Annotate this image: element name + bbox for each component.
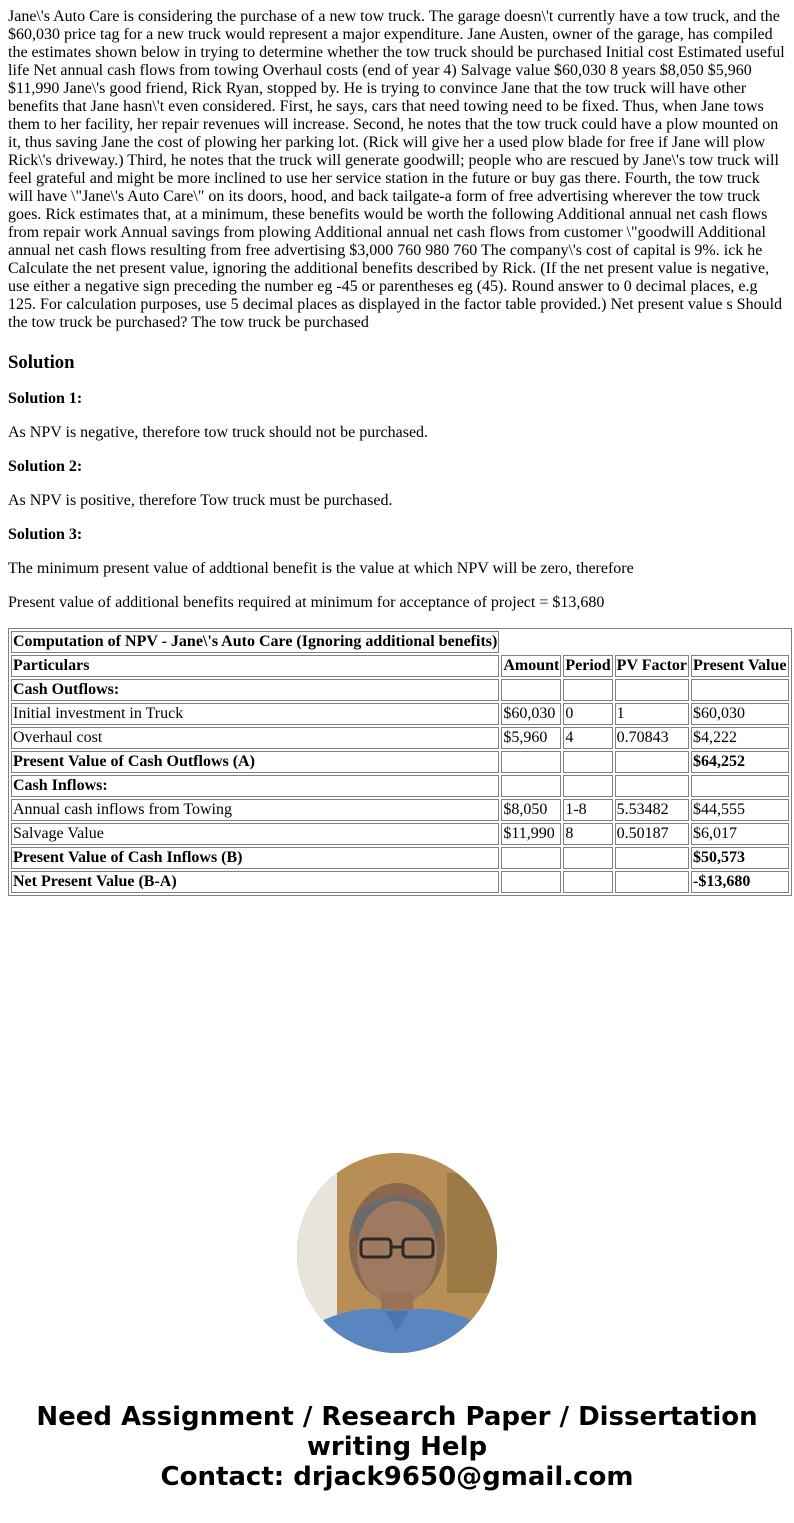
cell-present-value: -$13,680: [691, 871, 788, 893]
cell-period: 1-8: [563, 799, 612, 821]
cell-period: 0: [563, 703, 612, 725]
cell-amount: $60,030: [501, 703, 561, 725]
cell-pv-factor: [615, 751, 689, 773]
table-row: [11, 679, 789, 701]
table-row: [11, 871, 789, 893]
footer-promo: [0, 1402, 794, 1492]
solution-3-result: Present value of additional benefits required at minimum for acceptance of project = $13,680: [8, 594, 605, 611]
header-present-value: Present Value: [691, 655, 788, 677]
header-particulars: Particulars: [11, 655, 499, 677]
solution-3-label: Solution 3:: [8, 526, 83, 543]
cell-period: 8: [563, 823, 612, 845]
cell-period: 4: [563, 727, 612, 749]
header-period: Period: [563, 655, 612, 677]
cell-amount: [501, 679, 561, 701]
cell-period: [563, 847, 612, 869]
table-row: [11, 751, 789, 773]
cell-period: [563, 751, 612, 773]
cell-pv-factor: [615, 775, 689, 797]
cell-present-value: $50,573: [691, 847, 788, 869]
cell-particulars: Net Present Value (B-A): [11, 871, 499, 893]
cell-particulars: Annual cash inflows from Towing: [11, 799, 499, 821]
cell-pv-factor: 0.50187: [615, 823, 689, 845]
cell-present-value: $64,252: [691, 751, 788, 773]
cell-pv-factor: 0.70843: [615, 727, 689, 749]
cell-particulars: Initial investment in Truck: [11, 703, 499, 725]
cell-pv-factor: [615, 847, 689, 869]
cell-particulars: Cash Inflows:: [11, 775, 499, 797]
cell-particulars: Salvage Value: [11, 823, 499, 845]
cell-pv-factor: 1: [615, 703, 689, 725]
question-text: Jane\'s Auto Care is considering the purchase of a new tow truck. The garage doesn\'t currently have a tow truck, and the $60,030 price tag for a new truck would represent a major expenditure. Jane Austen, owner of the garage, has compiled the estimates shown below in trying to determine whether the tow truck should be purchased Initial cost Estimated useful life Net annual cash flows from towing Overhaul costs (end of year 4) Salvage value $60,030 8 years $8,050 $5,960 $11,990 Jane\'s good friend, Rick Ryan, stopped by. He is trying to convince Jane that the tow truck will have other benefits that Jane hasn\'t even considered. First, he says, cars that need towing need to be fixed. Thus, when Jane tows them to her facility, her repair revenues will increase. Second, he notes that the tow truck could have a plow mounted on it, thus saving Jane the cost of plowing her parking lot. (Rick will give her a used plow blade for free if Jane will plow Rick\'s driveway.) Third, he notes that the truck will generate goodwill; people who are rescued by Jane\'s tow truck will feel grateful and might be more inclined to use her service station in the future or buy gas there. Fourth, the tow truck will have \"Jane\'s Auto Care\" on its doors, hood, and back tailgate-a form of free advertising wherever the tow truck goes. Rick estimates that, at a minimum, these benefits would be worth the following Additional annual net cash flows from repair work Annual savings from plowing Additional annual net cash flows from customer \"goodwill Additional annual net cash flows resulting from free advertising $3,000 760 980 760 The company\'s cost of capital is 9%. ick he Calculate the net present value, ignoring the additional benefits described by Rick. (If the net present value is negative, use either a negative sign preceding the number eg -45 or parentheses eg (45). Round answer to 0 decimal places, e.g 125. For calculation purposes, use 5 decimal places as displayed in the factor table provided.) Net present value s Should the tow truck be purchased? The tow truck be purchased: [8, 8, 785, 331]
footer-contact: Contact: drjack9650@gmail.com: [160, 1462, 634, 1492]
author-avatar: [297, 1153, 497, 1353]
table-header-row: [11, 655, 789, 677]
table-row: [11, 823, 789, 845]
solution-2-label: Solution 2:: [8, 458, 83, 475]
cell-particulars: Overhaul cost: [11, 727, 499, 749]
solution-2-text: As NPV is positive, therefore Tow truck must be purchased.: [8, 492, 393, 509]
cell-pv-factor: [615, 871, 689, 893]
cell-present-value: $4,222: [691, 727, 788, 749]
cell-amount: [501, 775, 561, 797]
table-row: [11, 727, 789, 749]
cell-pv-factor: 5.53482: [615, 799, 689, 821]
cell-present-value: $60,030: [691, 703, 788, 725]
author-portrait-image: [297, 1153, 497, 1353]
solution-heading: Solution: [8, 352, 75, 373]
cell-amount: [501, 847, 561, 869]
table-row: [11, 703, 789, 725]
cell-period: [563, 679, 612, 701]
footer-line-1: Need Assignment / Research Paper / Dissertation: [36, 1402, 758, 1432]
solution-1-label: Solution 1:: [8, 390, 83, 407]
table-title: Computation of NPV - Jane\'s Auto Care (Ignoring additional benefits): [11, 631, 499, 653]
table-row: [11, 775, 789, 797]
page-content: [8, 8, 786, 896]
cell-period: [563, 871, 612, 893]
cell-present-value: $44,555: [691, 799, 788, 821]
solution-3-text: The minimum present value of addtional benefit is the value at which NPV will be zero, therefore: [8, 560, 634, 577]
cell-amount: $8,050: [501, 799, 561, 821]
header-pv-factor: PV Factor: [615, 655, 689, 677]
cell-particulars: Present Value of Cash Outflows (A): [11, 751, 499, 773]
cell-particulars: Cash Outflows:: [11, 679, 499, 701]
npv-table: [8, 628, 792, 896]
table-row: [11, 799, 789, 821]
solution-1-text: As NPV is negative, therefore tow truck should not be purchased.: [8, 424, 429, 441]
cell-particulars: Present Value of Cash Inflows (B): [11, 847, 499, 869]
cell-amount: [501, 751, 561, 773]
cell-amount: $5,960: [501, 727, 561, 749]
footer-line-2: writing Help: [306, 1432, 488, 1462]
cell-amount: $11,990: [501, 823, 561, 845]
header-amount: Amount: [501, 655, 561, 677]
cell-present-value: [691, 679, 788, 701]
cell-pv-factor: [615, 679, 689, 701]
cell-period: [563, 775, 612, 797]
cell-present-value: [691, 775, 788, 797]
cell-amount: [501, 871, 561, 893]
table-title-row: [11, 631, 789, 653]
cell-present-value: $6,017: [691, 823, 788, 845]
table-row: [11, 847, 789, 869]
